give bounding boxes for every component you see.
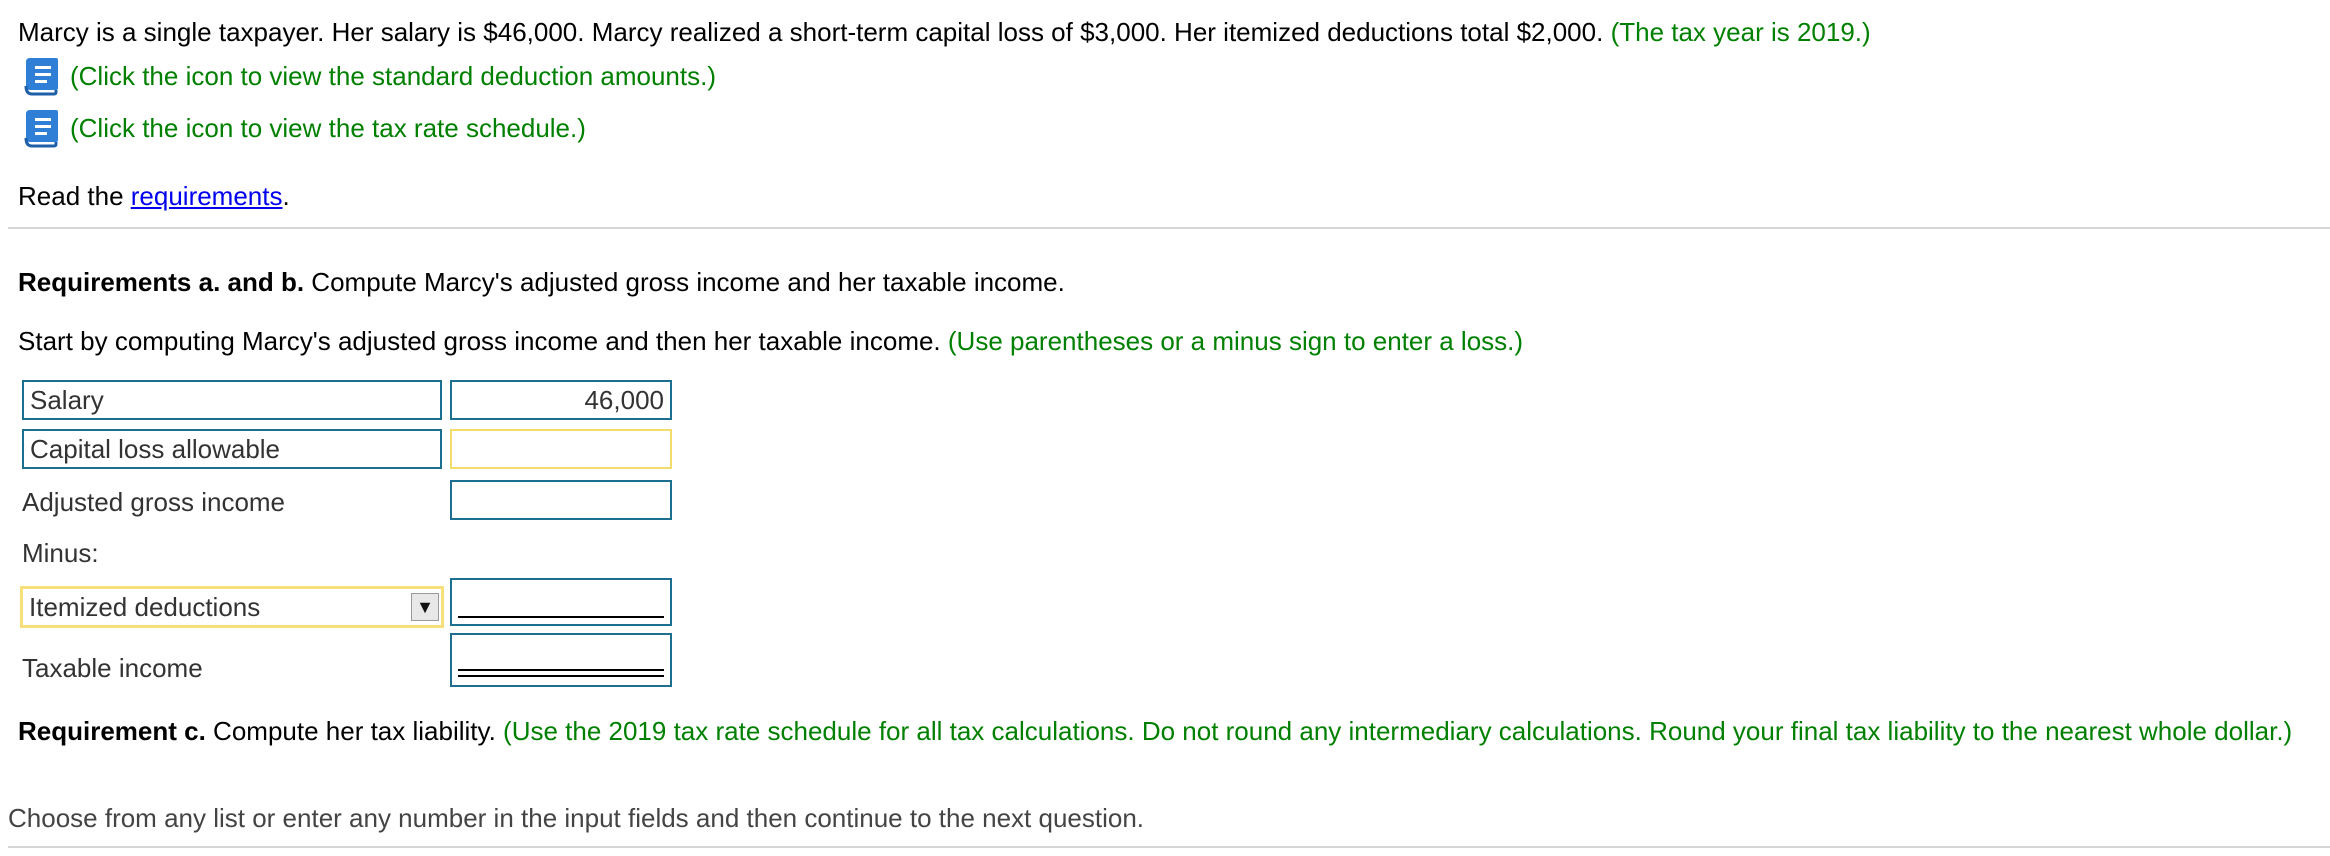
instruction-text: Start by computing Marcy's adjusted gross income and then her taxable income. xyxy=(18,326,948,356)
book-icon[interactable] xyxy=(22,108,60,148)
requirement-c-line xyxy=(18,715,2292,747)
salary-input[interactable]: 46,000 xyxy=(450,380,672,420)
deduction-input[interactable] xyxy=(450,578,672,626)
rate-schedule-link[interactable]: (Click the icon to view the tax rate schedule.) xyxy=(70,113,586,143)
double-underline-top xyxy=(458,669,664,671)
divider xyxy=(8,227,2330,229)
problem-statement xyxy=(18,16,1871,48)
requirements-ab-heading xyxy=(18,266,1065,298)
deduction-select-value: Itemized deductions xyxy=(29,592,261,622)
tax-year-note: (The tax year is 2019.) xyxy=(1610,17,1871,47)
instruction-note: (Use parentheses or a minus sign to enter a loss.) xyxy=(947,326,1524,356)
taxable-income-input[interactable] xyxy=(450,633,672,687)
requirements-ab-text: Compute Marcy's adjusted gross income and her taxable income. xyxy=(304,267,1065,297)
problem-intro: Marcy is a single taxpayer. Her salary is $46,000. Marcy realized a short-term capital loss of $3,000. Her itemized deductions total $2,000. xyxy=(18,17,1604,47)
requirements-link[interactable]: requirements xyxy=(130,181,283,211)
read-prefix: Read the xyxy=(18,181,131,211)
requirement-c-bold: Requirement c. xyxy=(18,716,206,746)
salary-label: Salary xyxy=(22,380,442,420)
book-icon[interactable] xyxy=(22,56,60,96)
instruction-line xyxy=(18,325,1523,357)
agi-input[interactable] xyxy=(450,480,672,520)
capital-loss-label: Capital loss allowable xyxy=(22,429,442,469)
read-requirements-line xyxy=(18,180,290,212)
requirement-c-text: Compute her tax liability. xyxy=(205,716,504,746)
agi-label: Adjusted gross income xyxy=(22,487,286,517)
capital-loss-input[interactable] xyxy=(450,429,672,469)
underline xyxy=(458,616,664,618)
read-suffix: . xyxy=(282,181,290,211)
requirement-c-note: (Use the 2019 tax rate schedule for all tax calculations. Do not round any intermediary calculations. Round your final tax liability to the nearest whole dollar.) xyxy=(503,716,2293,746)
double-underline-bottom xyxy=(458,675,664,677)
footer-instruction: Choose from any list or enter any number in the input fields and then continue to the next question. xyxy=(8,803,1145,833)
footer-divider xyxy=(8,846,2330,848)
dropdown-arrow-icon[interactable]: ▼ xyxy=(411,593,439,621)
std-deduction-link[interactable]: (Click the icon to view the standard deduction amounts.) xyxy=(70,61,717,91)
requirements-ab-bold: Requirements a. and b. xyxy=(18,267,305,297)
taxable-income-label: Taxable income xyxy=(22,653,203,683)
deduction-type-select[interactable] xyxy=(20,586,444,628)
minus-label: Minus: xyxy=(22,538,99,568)
